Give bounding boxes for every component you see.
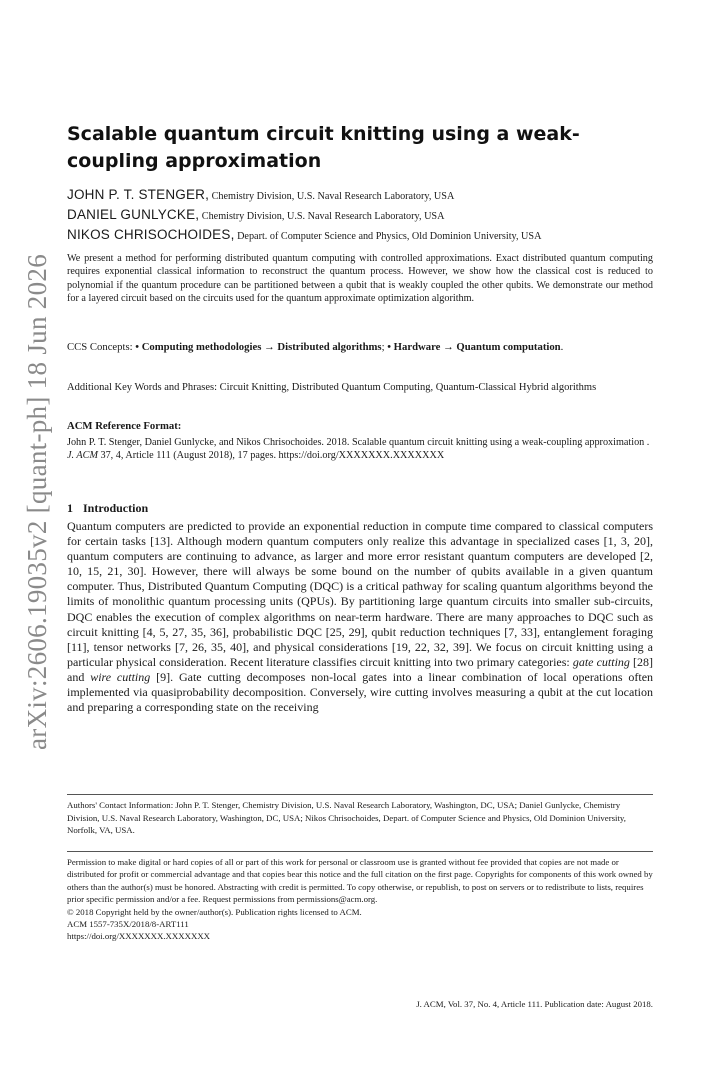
author-affiliation: Chemistry Division, U.S. Naval Research Laboratory, USA	[201, 211, 445, 222]
permission-text: Permission to make digital or hard copies of all or part of this work for personal or classroom use is granted without fee provided that copies are not made or distributed for profit or commercial advantage and that copies bear this notice and the full citation on the first page. Copyrights for components of this work owned by others than the author(s) must be honored. Abstracting with credit is permitted. To copy otherwise, or republish, to post on servers or to redistribute to lists, requires prior specific permission and/or a fee. Request permissions from permissions@acm.org.	[67, 857, 653, 905]
permission-rule	[67, 851, 653, 852]
intro-text-2: [28] and	[67, 654, 653, 684]
author-entry	[67, 226, 653, 246]
ccs-end: .	[560, 341, 564, 353]
issn-line: ACM 1557-735X/2018/8-ART111	[67, 919, 189, 930]
paper-title: Scalable quantum circuit knitting using a weak-coupling approximation	[67, 123, 580, 172]
intro-text-1: Quantum computers are predicted to provide an exponential reduction in compute time compared to classical computers for certain tasks [13]. Although modern quantum computers only realize this advantage in specialized cases [1, 3, 20], quantum computers are continuing to advance, as larger and more error resistant quantum computers are developed [2, 10, 15, 21, 30]. However, there will always be some bound on the number of qubits available in a given quantum computer. Thus, Distributed Quantum Computing (DQC) is a critical pathway for scaling quantum algorithms beyond the limits of monolithic quantum processing units (QPUs). By partitioning large quantum circuits into smaller sub-circuits, DQC enables the execution of complex algorithms on near-term hardware. There are many approaches to DQC such as circuit knitting [4, 5, 27, 35, 36], probabilistic DQC [25, 29], qubit reduction techniques [7, 33], entanglement foraging [11], tensor networks [7, 26, 35, 40], and physical considerations [19, 22, 32, 39]. We focus on circuit knitting using a particular physical consideration. Recent literature classifies circuit knitting into two primary categories:	[67, 519, 653, 669]
reference-authors: John P. T. Stenger, Daniel Gunlycke, and Nikos Chrisochoides. 2018. Scalable quantum circuit knitting using a weak-coupling approximation .	[67, 437, 650, 448]
page-footer: J. ACM, Vol. 37, No. 4, Article 111. Publication date: August 2018.	[416, 999, 653, 1009]
section-number: 1	[67, 501, 73, 515]
reference-format-text	[67, 436, 653, 463]
doi-link[interactable]: https://doi.org/XXXXXXX.XXXXXXX	[67, 931, 211, 942]
author-name: JOHN P. T. STENGER,	[67, 187, 210, 202]
intro-term-gate-cutting: gate cutting	[572, 654, 630, 669]
arxiv-identifier: arXiv:2606.19035v2 [quant-ph] 18 Jun 2026	[22, 254, 52, 750]
author-affiliation: Depart. of Computer Science and Physics, Old Dominion University, USA	[237, 231, 542, 242]
ccs-separator: ;	[381, 341, 388, 353]
ccs-concept-2: • Hardware → Quantum computation	[387, 341, 561, 353]
ccs-label: CCS Concepts:	[67, 341, 136, 353]
keywords: Additional Key Words and Phrases: Circuit Knitting, Distributed Quantum Computing, Quantum-Classical Hybrid algorithms	[67, 382, 597, 393]
reference-format-heading: ACM Reference Format:	[67, 420, 182, 432]
reference-journal: J. ACM	[67, 450, 98, 462]
author-entry	[67, 206, 653, 226]
section-heading	[67, 501, 148, 516]
author-contact-info: Authors' Contact Information: John P. T. Stenger, Chemistry Division, U.S. Naval Research Laboratory, Washington, DC, USA; Daniel Gunlycke, Chemistry Division, U.S. Naval Research Laboratory, Washington, DC, USA; Nikos Chrisochoides, Depart. of Computer Science and Physics, Old Dominion University, Norfolk, VA, USA.	[67, 800, 626, 835]
ccs-concepts	[67, 340, 653, 354]
introduction-paragraph	[67, 519, 653, 715]
reference-details: 37, 4, Article 111 (August 2018), 17 pages. https://doi.org/XXXXXXX.XXXXXXX	[97, 450, 445, 462]
author-name: DANIEL GUNLYCKE,	[67, 207, 200, 222]
permission-notice	[67, 856, 653, 943]
author-affiliation: Chemistry Division, U.S. Naval Research Laboratory, USA	[211, 191, 455, 202]
footnote-rule	[67, 794, 653, 795]
abstract: We present a method for performing distributed quantum computing with controlled approximations. Exact distributed quantum computing requires exponential classical information to reconstruct the quantum process. However, we show how the classical cost is reduced to polynomial if the quantum procedure can be partitioned between a qubit that is weakly coupled the other qubits. We demonstrate our method for a layered circuit based on the circuits used for the quantum approximate optimization algorithm.	[67, 253, 653, 304]
author-list	[67, 186, 653, 246]
ccs-concept-1: • Computing methodologies → Distributed algorithms	[135, 341, 382, 353]
section-title: Introduction	[83, 501, 149, 515]
author-entry	[67, 186, 653, 206]
intro-text-3: [9]. Gate cutting decomposes non-local gates into a linear combination of local operations often implemented via quasiprobability decomposition. Conversely, wire cutting involves measuring a qubit at the cut location and preparing a corresponding state on the receiving	[67, 669, 654, 715]
author-name: NIKOS CHRISOCHOIDES,	[67, 227, 235, 242]
copyright-line: © 2018 Copyright held by the owner/author(s). Publication rights licensed to ACM.	[67, 906, 362, 917]
intro-term-wire-cutting: wire cutting	[90, 669, 151, 684]
